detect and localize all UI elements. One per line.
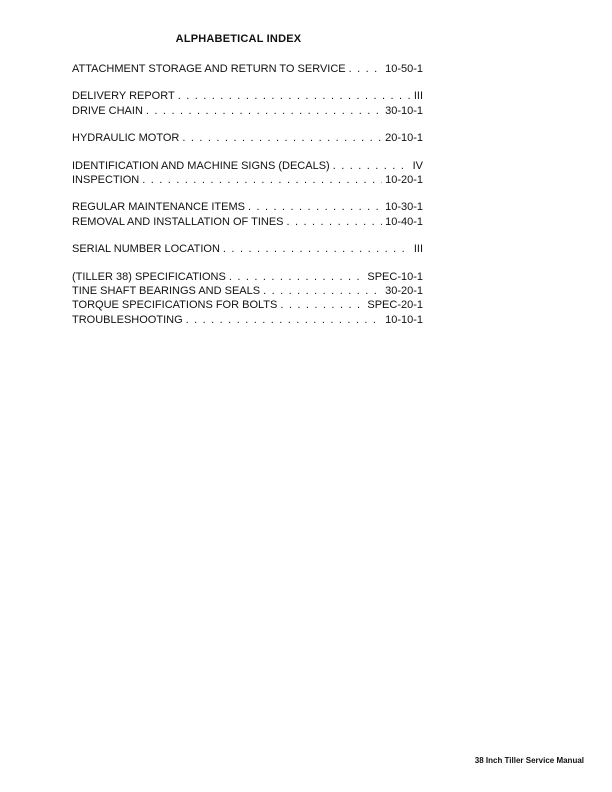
dot-leader: [182, 131, 382, 145]
index-group: [72, 200, 423, 229]
dot-leader: [349, 62, 382, 76]
index-list: [72, 62, 423, 340]
index-entry-page: 10-50-1: [385, 63, 423, 75]
index-group: [72, 131, 423, 145]
index-entry-page: 10-40-1: [385, 215, 423, 228]
index-entry-label: SERIAL NUMBER LOCATION: [72, 243, 220, 256]
index-group: [72, 89, 423, 118]
index-entry: [72, 89, 423, 103]
index-entry-label: TROUBLESHOOTING: [72, 313, 183, 326]
dot-leader: [263, 284, 382, 298]
index-entry-label: DELIVERY REPORT: [72, 90, 175, 103]
index-entry-label: INSPECTION: [72, 174, 140, 187]
index-group: [72, 242, 423, 256]
dot-leader: [333, 159, 410, 173]
index-group: [72, 270, 423, 328]
index-entry-page: 10-30-1: [385, 201, 423, 214]
index-entry-label: IDENTIFICATION AND MACHINE SIGNS (DECALS): [72, 159, 330, 172]
index-entry: [72, 284, 423, 298]
index-entry-page: 30-10-1: [385, 104, 423, 117]
index-entry: [72, 215, 423, 229]
index-entry-label: DRIVE CHAIN: [72, 104, 143, 117]
index-entry-page: SPEC-20-1: [367, 299, 423, 312]
index-group: [72, 62, 423, 76]
index-entry-label: TORQUE SPECIFICATIONS FOR BOLTS: [72, 299, 278, 312]
index-entry-page: IV: [412, 159, 423, 172]
index-entry: [72, 242, 423, 256]
index-entry-label: REMOVAL AND INSTALLATION OF TINES: [72, 215, 284, 228]
dot-leader: [142, 173, 382, 187]
index-entry-label: TINE SHAFT BEARINGS AND SEALS: [72, 285, 261, 298]
index-entry: [72, 298, 423, 312]
index-entry: [72, 270, 423, 284]
dot-leader: [186, 313, 382, 327]
dot-leader: [229, 270, 365, 284]
dot-leader: [223, 242, 411, 256]
dot-leader: [248, 200, 382, 214]
index-entry-page: III: [413, 243, 423, 256]
index-entry-page: SPEC-10-1: [367, 270, 423, 283]
index-entry: [72, 313, 423, 327]
index-entry-label: ATTACHMENT STORAGE AND RETURN TO SERVICE: [72, 63, 346, 75]
index-entry-label: HYDRAULIC MOTOR: [72, 132, 180, 145]
index-entry: [72, 200, 423, 214]
index-entry-page: 10-10-1: [385, 313, 423, 326]
index-entry: [72, 173, 423, 187]
dot-leader: [280, 298, 364, 312]
index-entry: [72, 131, 423, 145]
footer-manual-title: 38 Inch Tiller Service Manual: [474, 756, 584, 765]
index-entry: [72, 104, 423, 118]
index-entry-label: (TILLER 38) SPECIFICATIONS: [72, 270, 226, 283]
dot-leader: [287, 215, 383, 229]
index-group: [72, 159, 423, 188]
dot-leader: [146, 104, 382, 118]
page-title: ALPHABETICAL INDEX: [175, 33, 302, 45]
index-entry-page: 20-10-1: [385, 132, 423, 145]
index-entry-page: 10-20-1: [385, 174, 423, 187]
index-entry-label: REGULAR MAINTENANCE ITEMS: [72, 201, 245, 214]
index-entry-page: III: [413, 90, 423, 103]
index-entry-page: 30-20-1: [385, 285, 423, 298]
dot-leader: [178, 89, 411, 103]
index-entry: [72, 62, 423, 76]
index-entry: [72, 159, 423, 173]
